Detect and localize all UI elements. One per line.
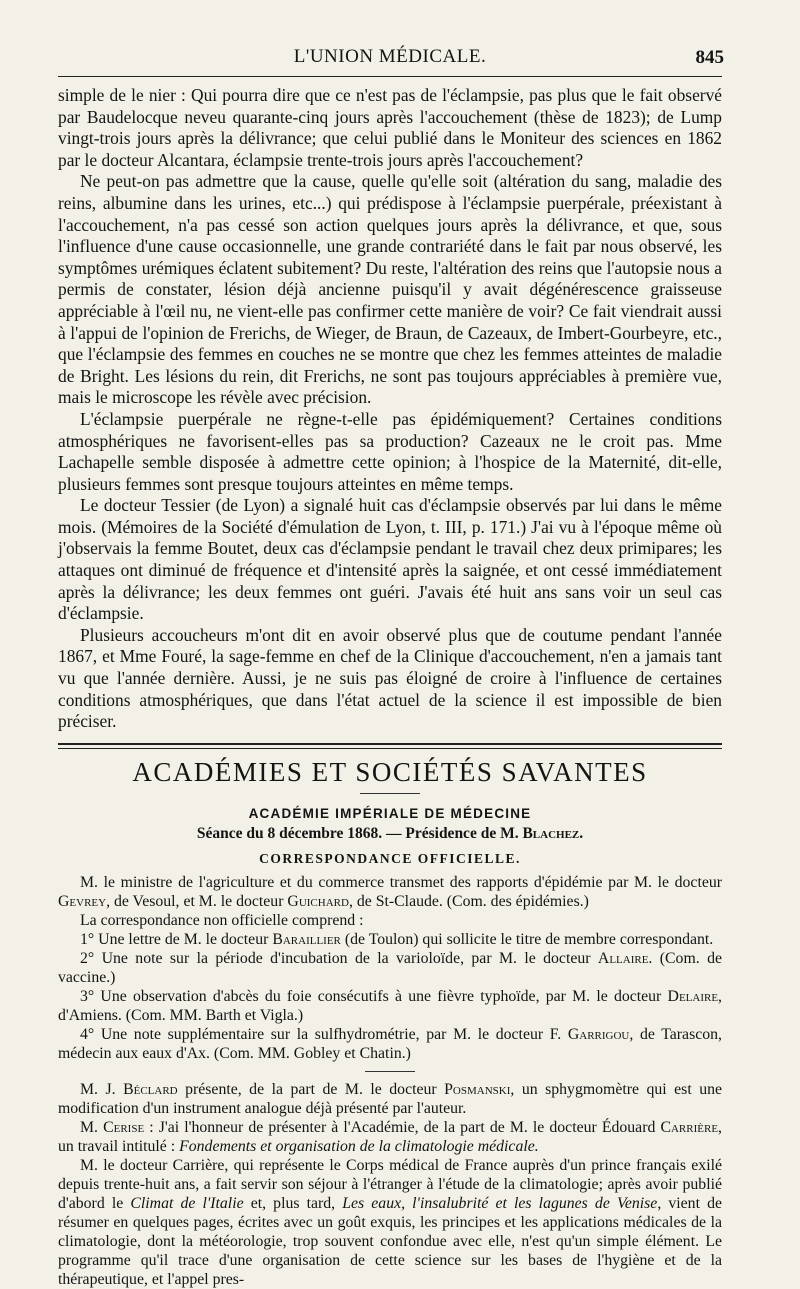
proceedings-body [58,873,722,1289]
text-run: M. le ministre de l'agriculture et du commerce transmet des rapports d'épidémie par M. le docteur [80,873,722,891]
president-name: Blachez. [522,824,584,842]
article-body [58,85,722,733]
academy-title: ACADÉMIE IMPÉRIALE DE MÉDECINE [248,805,532,821]
correspondence-item [58,987,722,1025]
correspondence-heading: CORRESPONDANCE OFFICIELLE. [259,850,521,866]
carriere-paragraph [58,1156,722,1289]
person-name: Béclard [123,1080,178,1098]
person-name: Carrière [660,1118,719,1136]
text-run: et, plus tard, [243,1194,343,1212]
article-paragraph: simple de le nier : Qui pourra dire que ce n'est pas de l'éclampsie, pas plus que le fait observé par Baudelocque neveu quarante-cinq jours après l'accouchement (thèse de 1823); de Lump vingt-trois jours après la délivrance; que celui publié dans le Moniteur des sciences en 1862 par le docteur Alcantara, éclampsie trente-trois jours après l'accouchement? [58,85,722,170]
person-name: Guichard [287,892,349,910]
paragraph-rule [365,1071,415,1072]
work-title: Climat de l'Italie [130,1194,244,1212]
text-run: 2° Une note sur la période d'incubation de la varioloïde, par M. le docteur [80,949,598,967]
page-number: 845 [695,47,724,68]
text-run: M. J. [80,1080,124,1098]
text-run: , vient de résumer en quelques pages, écrites avec un goût exquis, les principes et les applications médicales de la climatologie, dont la météorologie, trop souvent confondue avec elle, n'est qu'un simple élément. Le programme qu'il trace d'une organisation de cette science sur les bases de l'hygiène et de la thérapeutique, et l'appel pres- [58,1194,722,1288]
unofficial-intro: La correspondance non officielle comprend : [80,911,364,929]
beclard-paragraph [58,1080,722,1118]
text-run: 4° Une note supplémentaire sur la sulfhydrométrie, par M. le docteur F. [80,1025,568,1043]
work-title: Les eaux, l'insalubrité et les lagunes de Venise [342,1194,658,1212]
text-run: M. [80,1118,104,1136]
text-run: , un sphygmomètre qui est une modification d'un instrument analogue déjà présenté par l'auteur. [58,1080,723,1117]
article-paragraph: L'éclampsie puerpérale ne règne-t-elle pas épidémiquement? Certaines conditions atmosphériques ne favorisent-elles pas sa production? Cazeaux ne le croit pas. Mme Lachapelle semble disposée à admettre cette opinion; à l'hospice de la Maternité, dit-elle, plusieurs femmes sont presque toujours atteintes en même temps. [58,408,722,494]
text-run: , de St-Claude. (Com. des épidémies.) [348,892,589,910]
cerise-paragraph [58,1118,722,1156]
text-run: 3° Une observation d'abcès du foie consécutifs à une fièvre typhoïde, par M. le docteur [80,987,668,1005]
article-paragraph: Plusieurs accoucheurs m'ont dit en avoir observé plus que de coutume pendant l'année 1867, et Mme Fouré, la sage-femme en chef de la Clinique d'accouchement, n'en a jamais tant vu que l'année dernière. Aussi, je ne suis pas éloigné de croire à l'influence de certaines conditions atmosphériques, que dans l'état actuel de la science il est impossible de bien préciser. [58,624,722,732]
official-correspondence [58,873,722,911]
text-run: (de Toulon) qui sollicite le titre de membre correspondant. [340,930,714,948]
session-text: Séance du 8 décembre 1868. — Présidence de M. [196,824,523,842]
text-run: . (Com. de vaccine.) [58,949,722,986]
article-paragraph: Ne peut-on pas admettre que la cause, quelle qu'elle soit (altération du sang, maladie des reins, albumine dans les urines, etc...) qui prédispose à l'éclampsie puerpérale, préexistant à l'accouchement, n'a pas cessé son action quelques jours après la délivrance, et que, sous l'influence d'une cause occasionnelle, une grande contrariété dans le fait par nous observé, les symptômes urémiques éclatent subitement? Du reste, l'altération des reins que l'autopsie nous a permis de constater, lésion déjà ancienne puisqu'il y avait dégénérescence graisseuse appréciable à l'œil nu, ne vient-elle pas confirmer cette manière de voir? Ce fait viendrait aussi à l'appui de l'opinion de Frerichs, de Wieger, de Braun, de Cazeaux, de Imbert-Gourbeyre, etc., que l'éclampsie des femmes en couches ne se montre que chez les femmes atteintes de maladie de Bright. Les lésions du rein, dit Frerichs, ne sont pas toujours appréciables à première vue, mais le microscope les révèle avec précision. [58,171,722,408]
text-run: 1° Une lettre de M. le docteur [80,930,273,948]
person-name: Delaire [667,987,719,1005]
title-rule [360,793,420,794]
text-run: : J'ai l'honneur de présenter à l'Académie, de la part de M. le docteur Édouard [144,1118,661,1136]
person-name: Cerise [103,1118,145,1136]
article-paragraph: Le docteur Tessier (de Lyon) a signalé huit cas d'éclampsie observés par lui dans le même mois. (Mémoires de la Société d'émulation de Lyon, t. III, p. 171.) J'ai vu à l'époque même où j'observais la femme Boutet, deux cas d'éclampsie pendant le travail chez deux primipares; les attaques ont diminué de fréquence et d'intensité après la saignée, et ont cessé immédiatement après la délivrance; les deux femmes ont guéri. J'avais été huit ans sans voir un seul cas d'éclampsie. [58,495,722,624]
person-name: Allaire [597,949,649,967]
text-run: présente, de la part de M. le docteur [177,1080,445,1098]
header-rule [58,76,722,77]
person-name: Gevrey [58,892,107,910]
text-run: , de Tarascon, médecin aux eaux d'Ax. (Com. MM. Gobley et Chatin.) [58,1025,722,1062]
running-head [58,40,722,74]
text-run: M. le docteur Carrière, qui représente le Corps médical de France auprès d'un prince français exilé depuis trente-huit ans, a fait servir son séjour à l'étranger à l'étude de la climatologie; après avoir publié d'abord le [58,1156,722,1212]
person-name: Baraillier [272,930,341,948]
text-run: , de Vesoul, et M. le docteur [106,892,288,910]
text-run: , d'Amiens. (Com. MM. Barth et Vigla.) [58,987,722,1024]
journal-name: L'UNION MÉDICALE. [293,46,487,67]
correspondence-item [58,930,722,949]
person-name: Posmanski [444,1080,511,1098]
correspondence-item [58,949,722,987]
work-title: Fondements et organisation de la climatologie médicale. [179,1137,539,1155]
text-run: , un travail intitulé : [58,1118,722,1155]
document-page [58,40,722,1289]
section-divider [58,743,722,749]
person-name: Garrigou [567,1025,630,1043]
correspondence-item [58,1025,722,1063]
session-line [58,825,722,843]
section-title: ACADÉMIES ET SOCIÉTÉS SAVANTES [132,756,648,787]
